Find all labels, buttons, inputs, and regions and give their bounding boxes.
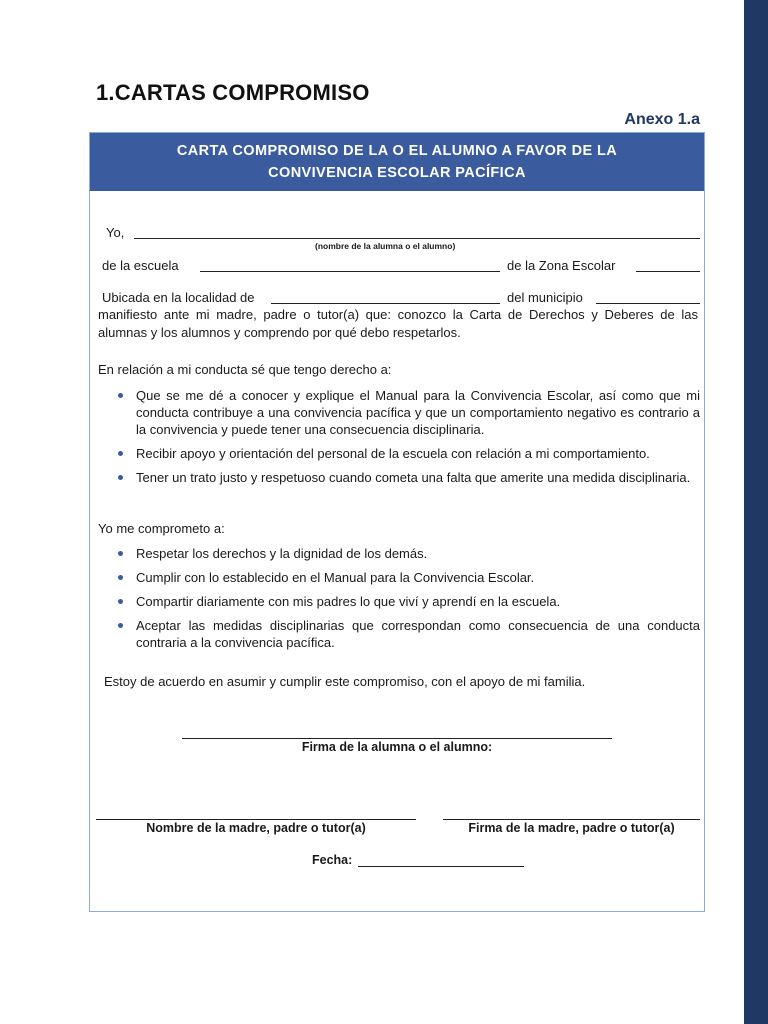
side-accent-bar xyxy=(744,0,768,1024)
zone-field[interactable] xyxy=(636,271,700,272)
list-item xyxy=(116,617,700,651)
commitments-intro: Yo me comprometo a: xyxy=(98,521,225,536)
date-field[interactable] xyxy=(358,866,524,867)
list-item xyxy=(116,445,700,462)
guardian-name-field[interactable] xyxy=(96,819,416,820)
municipality-label: del municipio xyxy=(507,290,583,305)
student-signature-label: Firma de la alumna o el alumno: xyxy=(301,740,493,754)
list-item xyxy=(116,569,700,586)
student-signature-field[interactable] xyxy=(182,738,612,739)
list-item-text: Cumplir con lo establecido en el Manual para la Convivencia Escolar. xyxy=(136,570,535,585)
locality-field[interactable] xyxy=(271,303,500,304)
list-item-text: Recibir apoyo y orientación del personal de la escuela con relación a mi comportamiento. xyxy=(136,446,650,461)
agreement-statement: Estoy de acuerdo en asumir y cumplir este compromiso, con el apoyo de mi familia. xyxy=(104,674,586,689)
annex-label: Anexo 1.a xyxy=(624,111,700,128)
header-title-line-2: CONVIVENCIA ESCOLAR PACÍFICA xyxy=(268,165,526,181)
guardian-name-label: Nombre de la madre, padre o tutor(a) xyxy=(146,821,366,835)
municipality-field[interactable] xyxy=(596,303,700,304)
school-field[interactable] xyxy=(200,271,500,272)
manifest-paragraph: manifiesto ante mi madre, padre o tutor(a) que: conozco la Carta de Derechos y Deberes de las alumnas y los alumnos y comprendo por qué debo respetarlos. xyxy=(98,307,698,340)
list-item xyxy=(116,469,700,486)
bullet-icon xyxy=(118,551,123,556)
list-item-text: Respetar los derechos y la dignidad de los demás. xyxy=(136,546,428,561)
card-header xyxy=(90,133,704,191)
list-item-text: Que se me dé a conocer y explique el Manual para la Convivencia Escolar, así como que mi conducta contribuye a una convivencia pacífica y que un comportamiento negativo es contrario a la convivencia y puede tener una consecuencia disciplinaria. xyxy=(136,388,700,437)
commitment-letter-card xyxy=(89,132,705,912)
list-item-text: Compartir diariamente con mis padres lo que viví y aprendí en la escuela. xyxy=(136,594,561,609)
rights-intro: En relación a mi conducta sé que tengo derecho a: xyxy=(98,362,392,377)
bullet-icon xyxy=(118,393,123,398)
bullet-icon xyxy=(118,575,123,580)
student-name-field[interactable] xyxy=(134,238,700,239)
school-label: de la escuela xyxy=(102,258,179,273)
guardian-signature-label: Firma de la madre, padre o tutor(a) xyxy=(468,821,675,835)
commitments-list xyxy=(116,545,700,658)
guardian-signature-field[interactable] xyxy=(443,819,700,820)
bullet-icon xyxy=(118,623,123,628)
student-name-hint: (nombre de la alumna o el alumno) xyxy=(315,241,456,251)
list-item-text: Aceptar las medidas disciplinarias que correspondan como consecuencia de una conducta contraria a la convivencia pacífica. xyxy=(136,618,700,650)
list-item-text: Tener un trato justo y respetuoso cuando cometa una falta que amerite una medida disciplinaria. xyxy=(136,470,691,485)
section-title: 1.CARTAS COMPROMISO xyxy=(96,80,370,105)
list-item xyxy=(116,387,700,438)
yo-label: Yo, xyxy=(106,225,125,240)
header-title-line-1: CARTA COMPROMISO DE LA O EL ALUMNO A FAVOR DE LA xyxy=(176,143,618,159)
list-item xyxy=(116,593,700,610)
locality-label: Ubicada en la localidad de xyxy=(102,290,255,305)
date-label: Fecha: xyxy=(312,853,353,867)
rights-list xyxy=(116,387,700,493)
bullet-icon xyxy=(118,599,123,604)
bullet-icon xyxy=(118,451,123,456)
list-item xyxy=(116,545,700,562)
zone-label: de la Zona Escolar xyxy=(507,258,616,273)
bullet-icon xyxy=(118,475,123,480)
